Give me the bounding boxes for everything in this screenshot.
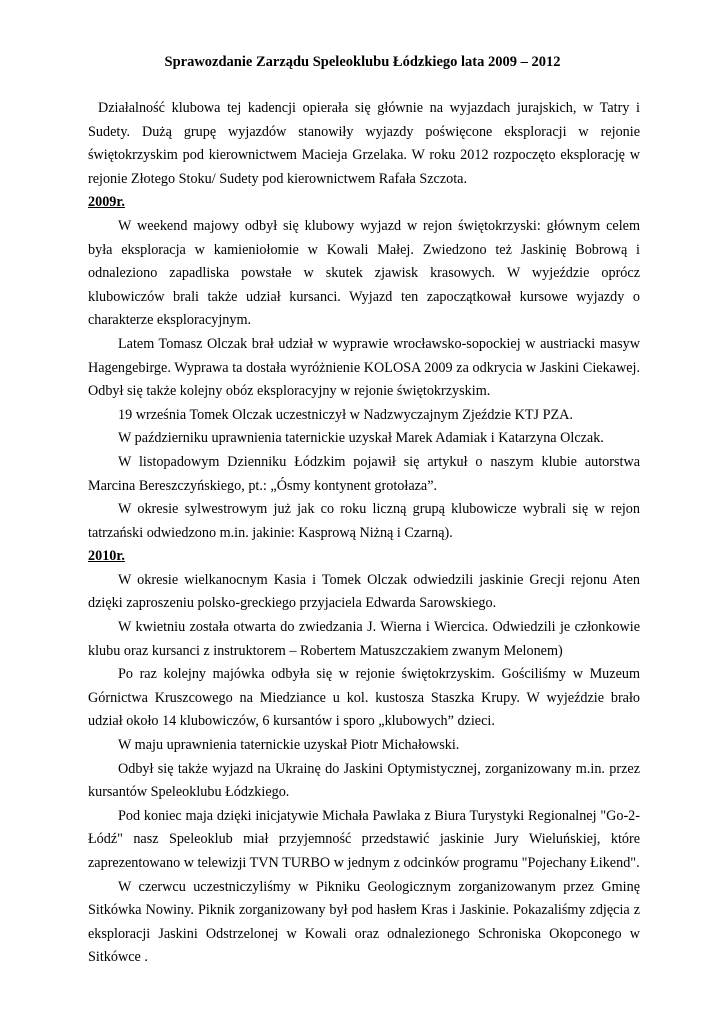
paragraph: W okresie wielkanocnym Kasia i Tomek Olczak odwiedzili jaskinie Grecji rejonu Aten dzięki zaproszeniu polsko-greckiego przyjaciela Edwarda Sarowskiego.	[88, 571, 640, 612]
paragraph: W październiku uprawnienia taternickie uzyskał Marek Adamiak i Katarzyna Olczak.	[118, 430, 604, 447]
paragraph: W listopadowym Dzienniku Łódzkim pojawił się artykuł o naszym klubie autorstwa Marcina Bereszczyńskiego, pt.: „Ósmy kontynent grotołaza”.	[88, 453, 640, 494]
document-title: Sprawozdanie Zarządu Speleoklubu Łódzkiego lata 2009 – 2012	[164, 54, 561, 70]
year-heading-2009: 2009r.	[88, 194, 125, 211]
paragraph: Odbył się także wyjazd na Ukrainę do Jaskini Optymistycznej, zorganizowany m.in. przez kursantów Speleoklubu Łódzkiego.	[88, 760, 640, 801]
paragraph: W okresie sylwestrowym już jak co roku liczną grupą klubowicze wybrali się w rejon tatrzański odwiedzono m.in. jakinie: Kasprową Niżną i Czarną).	[88, 501, 640, 541]
paragraph: W czerwcu uczestniczyliśmy w Pikniku Geologicznym zorganizowanym przez Gminę Sitkówka Nowiny. Piknik zorganizowany był pod hasłem Kras i Jaskinie. Pokazaliśmy zdjęcia z eksploracji Jaskini Odstrzelonej w Kowali oraz odnalezionego Schroniska Okopconego w Sitkówce .	[88, 878, 640, 966]
paragraph: Latem Tomasz Olczak brał udział w wyprawie wrocławsko-sopockiej w austriacki masyw Hagengebirge. Wyprawa ta dostała wyróżnienie KOLOSA 2009 za odkrycia w Jaskini Ciekawej. Odbył się także kolejny obóz eksploracyjny w rejonie świętokrzyskim.	[88, 335, 640, 400]
document-body	[88, 97, 640, 970]
paragraph: W kwietniu została otwarta do zwiedzania J. Wierna i Wiercica. Odwiedzili je członkowie klubu oraz kursanci z instruktorem – Robertem Matuszczakiem zwanym Melonem)	[88, 619, 640, 659]
paragraph: Pod koniec maja dzięki inicjatywie Michała Pawlaka z Biura Turystyki Regionalnej "Go-2-Łódź" nasz Speleoklub miał przyjemność przedstawić jaskinie Jury Wieluńskiej, które zaprezentowano w telewizji TVN TURBO w jednym z odcinków programu "Pojechany Łikend".	[88, 807, 640, 871]
intro-paragraph: Działalność klubowa tej kadencji opierała się głównie na wyjazdach jurajskich, w Tatry i Sudety. Dużą grupę wyjazdów stanowiły wyjazdy poświęcone eksploracji w rejonie świętokrzyskim pod kierownictwem Macieja Grzelaka. W roku 2012 rozpoczęto eksplorację w rejonie Złotego Stoku/ Sudety pod kierownictwem Rafała Szczota.	[88, 100, 640, 187]
paragraph: Po raz kolejny majówka odbyła się w rejonie świętokrzyskim. Gościliśmy w Muzeum Górnictwa Kruszcowego na Miedziance u kol. kustosza Staszka Krupy. W wyjeździe brało udział około 14 klubowiczów, 6 kursantów i sporo „klubowych” dzieci.	[88, 666, 640, 730]
paragraph: W weekend majowy odbył się klubowy wyjazd w rejon świętokrzyski: głównym celem była eksploracja w kamieniołomie w Kowali Małej. Zwiedzono też Jaskinię Bobrową i odnaleziono zapadliska powstałe w skutek zjawisk krasowych. W wyjeździe oprócz klubowiczów brali także udział kursanci. Wyjazd ten zapoczątkował kursowe wyjazdy o charakterze eksploracyjnym.	[88, 217, 640, 329]
paragraph: 19 września Tomek Olczak uczestniczył w Nadzwyczajnym Zjeździe KTJ PZA.	[118, 406, 573, 423]
paragraph: W maju uprawnienia taternickie uzyskał Piotr Michałowski.	[118, 737, 460, 754]
year-heading-2010: 2010r.	[88, 548, 125, 565]
